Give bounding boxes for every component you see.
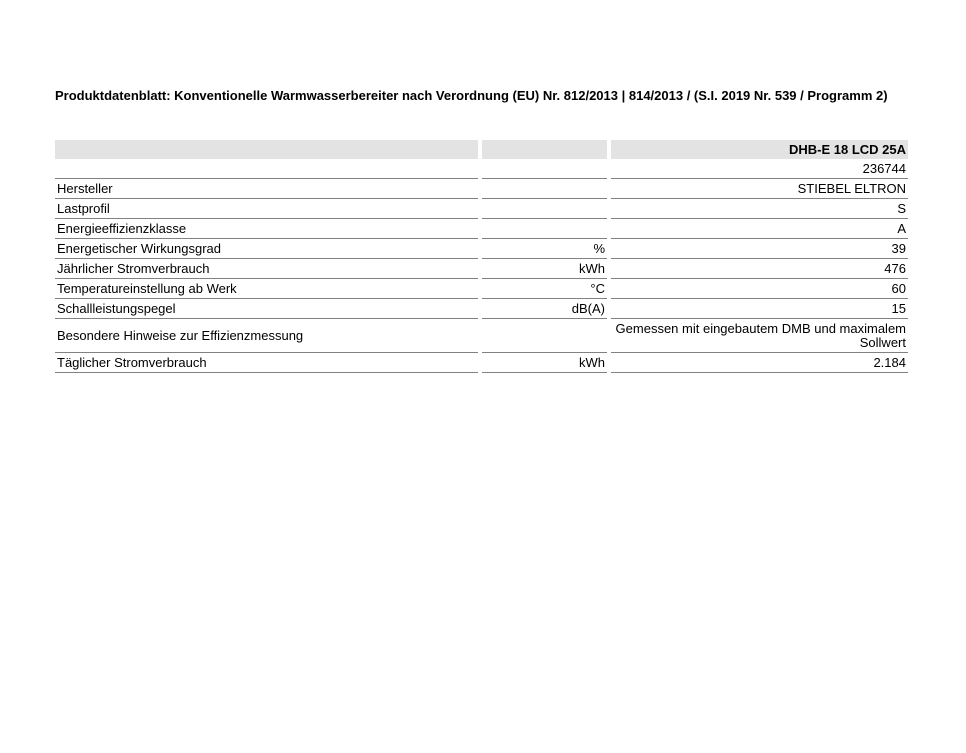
row-label: Täglicher Stromverbrauch [55,353,478,373]
row-value: STIEBEL ELTRON [611,179,908,199]
row-unit: % [482,239,607,259]
row-value: 476 [611,259,908,279]
table-row-lastprofil [55,199,908,219]
row-value: 2.184 [611,353,908,373]
row-unit: °C [482,279,607,299]
row-value: 236744 [611,159,908,179]
row-value: Gemessen mit eingebautem DMB und maximalem Sollwert [611,319,908,353]
row-value: 15 [611,299,908,319]
row-unit: kWh [482,353,607,373]
row-value: S [611,199,908,219]
header-cell-model: DHB-E 18 LCD 25A [611,140,908,159]
row-label: Besondere Hinweise zur Effizienzmessung [55,319,478,353]
row-unit [482,219,607,239]
table-row-temperatureinstellung [55,279,908,299]
table-row-article-number [55,159,908,179]
row-unit: kWh [482,259,607,279]
row-unit [482,159,607,179]
datasheet-title: Produktdatenblatt: Konventionelle Warmwasserbereiter nach Verordnung (EU) Nr. 812/2013 | 814/2013 / (S.I. 2019 Nr. 539 / Programm 2) [55,88,888,103]
row-unit [482,319,607,353]
row-unit: dB(A) [482,299,607,319]
table-row-energetischer-wirkungsgrad [55,239,908,259]
row-label: Energieeffizienzklasse [55,219,478,239]
table-row-taeglicher-stromverbrauch [55,353,908,373]
header-cell-unit [482,140,607,159]
row-label: Temperatureinstellung ab Werk [55,279,478,299]
row-value: 60 [611,279,908,299]
table-row-energieeffizienzklasse [55,219,908,239]
table-header-row [55,140,908,159]
table-row-jaehrlicher-stromverbrauch [55,259,908,279]
row-label: Energetischer Wirkungsgrad [55,239,478,259]
row-label: Jährlicher Stromverbrauch [55,259,478,279]
row-label: Lastprofil [55,199,478,219]
table-row-schallleistungspegel [55,299,908,319]
header-cell-label [55,140,478,159]
row-label: Schallleistungspegel [55,299,478,319]
table-row-besondere-hinweise [55,319,908,353]
row-unit [482,199,607,219]
row-value: A [611,219,908,239]
product-datasheet-table [55,140,908,373]
row-label [55,159,478,179]
row-label: Hersteller [55,179,478,199]
row-value: 39 [611,239,908,259]
row-unit [482,179,607,199]
table-row-hersteller [55,179,908,199]
